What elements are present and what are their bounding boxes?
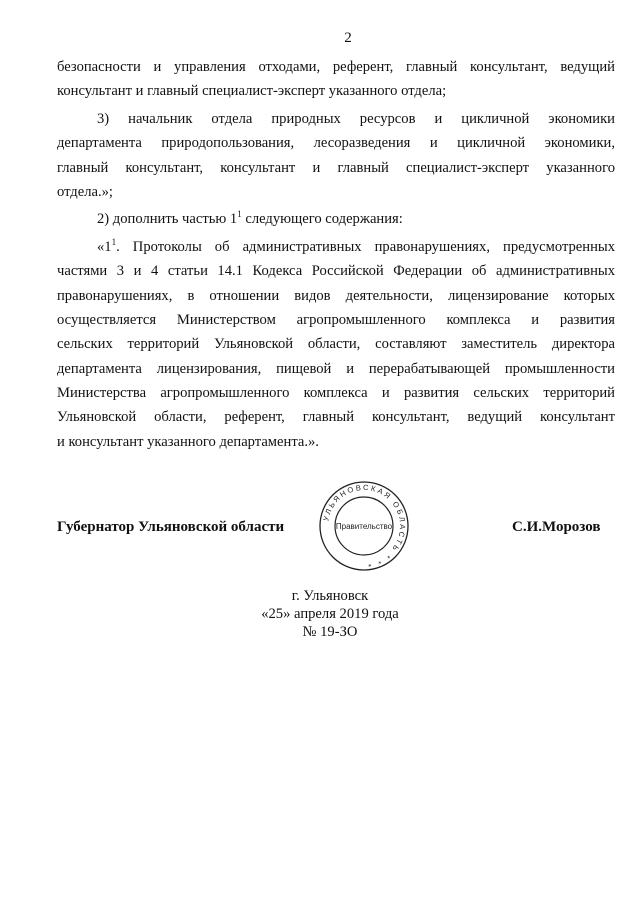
page-number: 2	[344, 30, 352, 46]
text-line: департамента лицензирования, пищевой и перерабатывающей промышленности	[57, 360, 615, 377]
text-line: консультант и главный специалист-эксперт указанного отдела;	[57, 83, 447, 100]
text-line: безопасности и управления отходами, референт, главный консультант, ведущий	[57, 59, 615, 75]
text-line: сельских территорий Ульяновской области, составляют заместитель директора	[57, 336, 615, 353]
text-line: и консультант указанного департамента.».	[57, 433, 319, 450]
superscript: 1	[237, 209, 242, 220]
text-segment: . Протоколы об административных правонарушениях, предусмотренных	[116, 238, 615, 255]
text-line: правонарушениях, в отношении видов деятельности, лицензирование которых	[57, 287, 615, 304]
text-line: отдела.»;	[57, 183, 113, 200]
date: «25» апреля 2019 года	[261, 606, 399, 622]
text-line: частями 3 и 4 статьи 14.1 Кодекса Российской Федерации об административных	[57, 263, 615, 280]
paragraph	[57, 235, 615, 455]
text-segment: «1	[97, 238, 112, 255]
paragraph	[57, 207, 615, 231]
text-segment: следующего содержания:	[241, 211, 403, 228]
text-line	[57, 207, 615, 231]
law-number: № 19-ЗО	[302, 624, 358, 640]
city: г. Ульяновск	[291, 588, 369, 604]
text-line: Ульяновской области, референт, главный консультант, ведущий консультант	[57, 409, 615, 426]
text-line: главный консультант, консультант и главный специалист-эксперт указанного	[57, 159, 615, 176]
superscript: 1	[111, 236, 117, 247]
document-body	[57, 55, 615, 457]
signature-name: С.И.Морозов	[512, 519, 601, 535]
text-line: Министерства агропромышленного комплекса и развития сельских территорий	[57, 385, 615, 402]
svg-text:УЛЬЯНОВСКАЯ ОБЛАСТЬ * * *: УЛЬЯНОВСКАЯ ОБЛАСТЬ * * *	[321, 482, 408, 570]
text-segment: 2) дополнить частью 1	[97, 211, 238, 228]
seal-center-text: Правительство	[335, 522, 393, 531]
text-line: 3) начальник отдела природных ресурсов и цикличной экономики	[97, 110, 615, 127]
text-line: осуществляется Министерством агропромышленного комплекса и развития	[57, 311, 615, 328]
signature-position: Губернатор Ульяновской области	[57, 519, 285, 535]
official-seal	[318, 480, 410, 572]
text-line	[57, 235, 615, 259]
paragraph	[57, 55, 615, 104]
text-line: департамента природопользования, лесоразведения и цикличной экономики,	[57, 135, 615, 152]
paragraph	[57, 107, 615, 205]
